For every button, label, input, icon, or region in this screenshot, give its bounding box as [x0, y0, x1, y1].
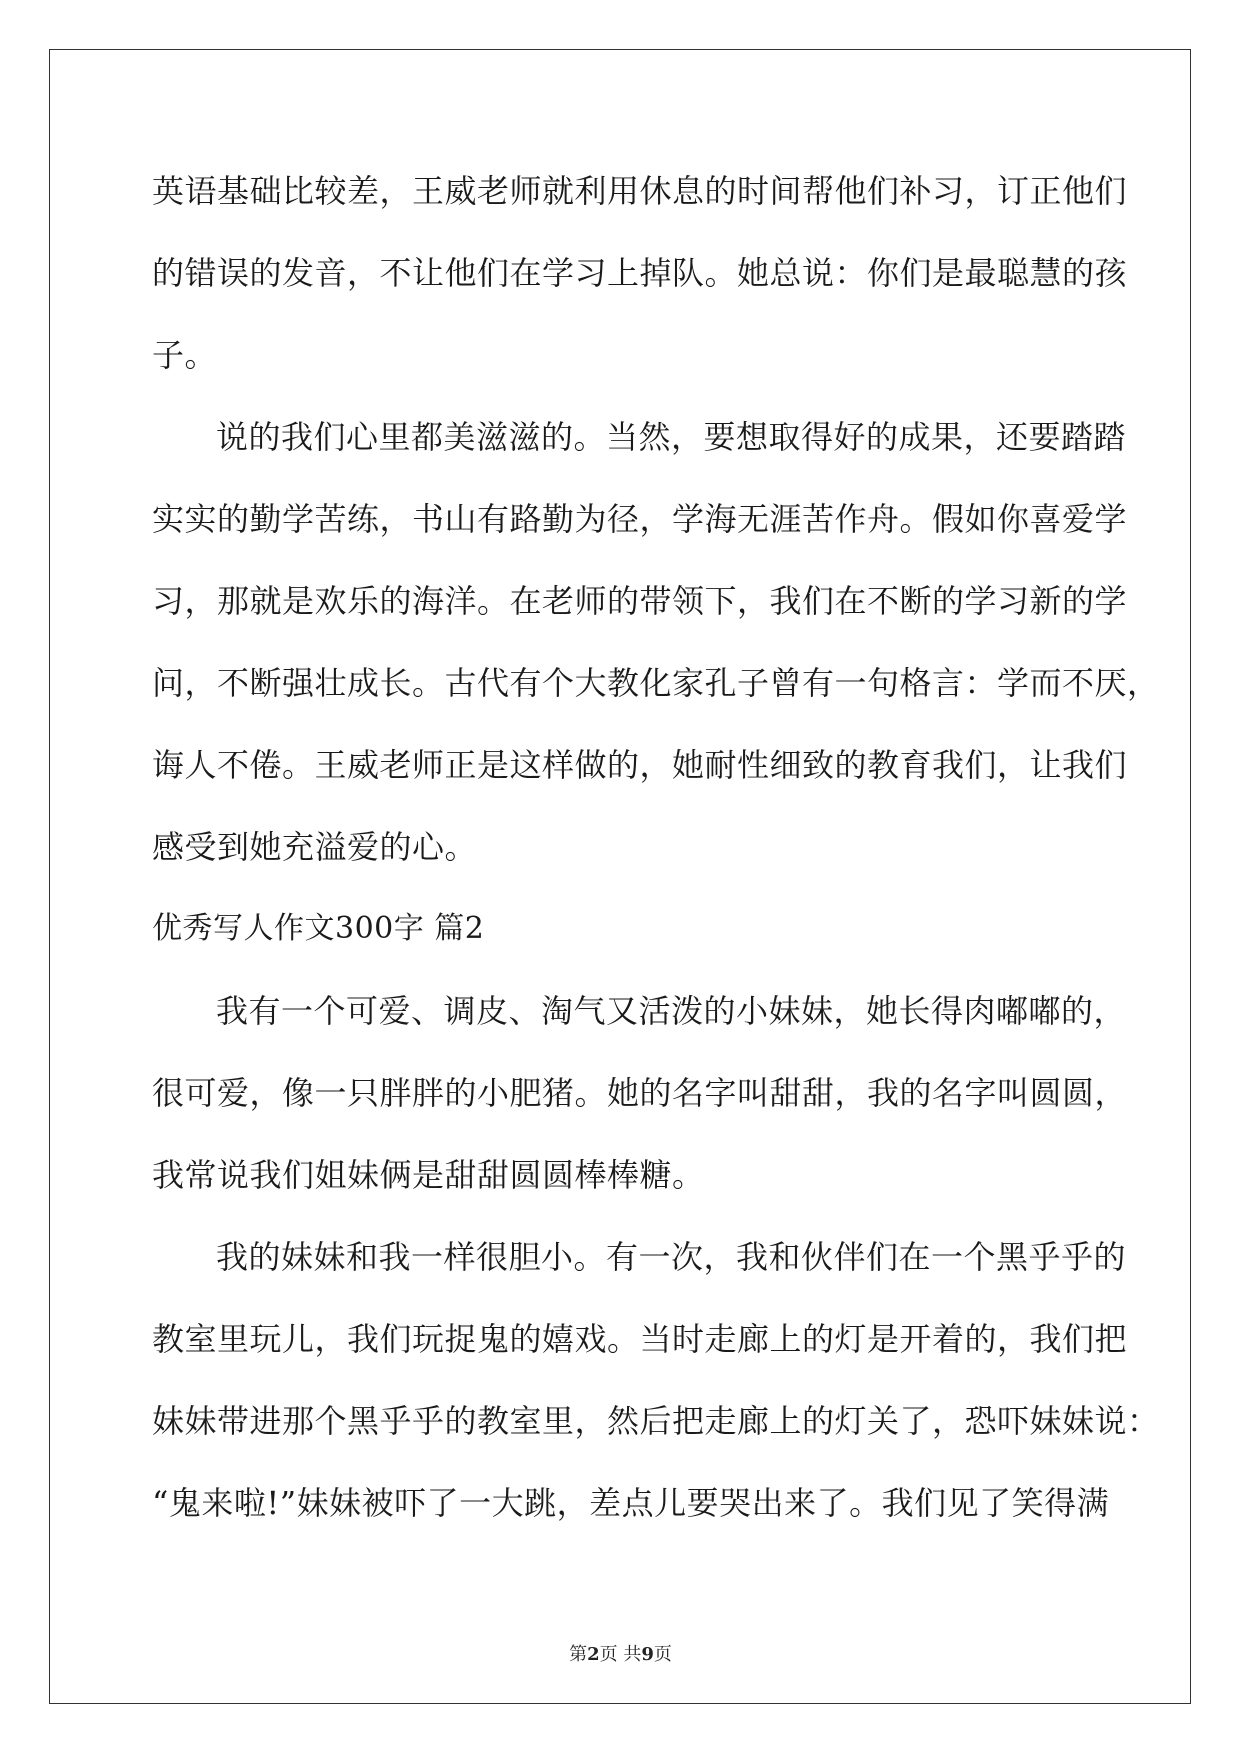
text-line: “鬼来啦!”妹妹被吓了一大跳，差点儿要哭出来了。我们见了笑得满: [152, 1484, 1110, 1522]
total-page-number: 9: [641, 1644, 654, 1665]
text-line: 诲人不倦。王威老师正是这样做的，她耐性细致的教育我们，让我们: [152, 746, 1128, 784]
text-line: 教室里玩儿，我们玩捉鬼的嬉戏。当时走廊上的灯是开着的，我们把: [152, 1320, 1128, 1358]
text-line: 说的我们心里都美滋滋的。当然，要想取得好的成果，还要踏踏: [216, 418, 1127, 456]
footer-suffix: 页: [653, 1644, 672, 1665]
footer-prefix: 第: [569, 1644, 588, 1665]
text-line: 英语基础比较差，王威老师就利用休息的时间帮他们补习，订正他们: [152, 172, 1128, 210]
text-line: 的错误的发音，不让他们在学习上掉队。她总说：你们是最聪慧的孩: [152, 254, 1128, 292]
current-page-number: 2: [587, 1644, 600, 1665]
text-line: 妹妹带进那个黑乎乎的教室里，然后把走廊上的灯关了，恐吓妹妹说：: [152, 1402, 1160, 1440]
section-heading: 优秀写人作文300字 篇2: [152, 911, 485, 946]
text-line: 子。: [152, 336, 218, 374]
text-line: 实实的勤学苦练，书山有路勤为径，学海无涯苦作舟。假如你喜爱学: [152, 500, 1128, 538]
text-line: 习，那就是欢乐的海洋。在老师的带领下，我们在不断的学习新的学: [152, 582, 1128, 620]
text-line: 很可爱，像一只胖胖的小肥猪。她的名字叫甜甜，我的名字叫圆圆，: [152, 1074, 1128, 1112]
text-line: 问，不断强壮成长。古代有个大教化家孔子曾有一句格言：学而不厌，: [152, 664, 1160, 702]
footer-mid: 页 共: [599, 1644, 642, 1665]
page-footer: [0, 1640, 1241, 1666]
document-body: [152, 150, 1160, 1544]
text-line: 我常说我们姐妹俩是甜甜圆圆棒棒糖。: [152, 1156, 705, 1194]
text-line: 感受到她充溢爱的心。: [152, 828, 478, 866]
text-line: 我的妹妹和我一样很胆小。有一次，我和伙伴们在一个黑乎乎的: [216, 1238, 1127, 1276]
text-line: 我有一个可爱、调皮、淘气又活泼的小妹妹，她长得肉嘟嘟的，: [216, 992, 1127, 1030]
